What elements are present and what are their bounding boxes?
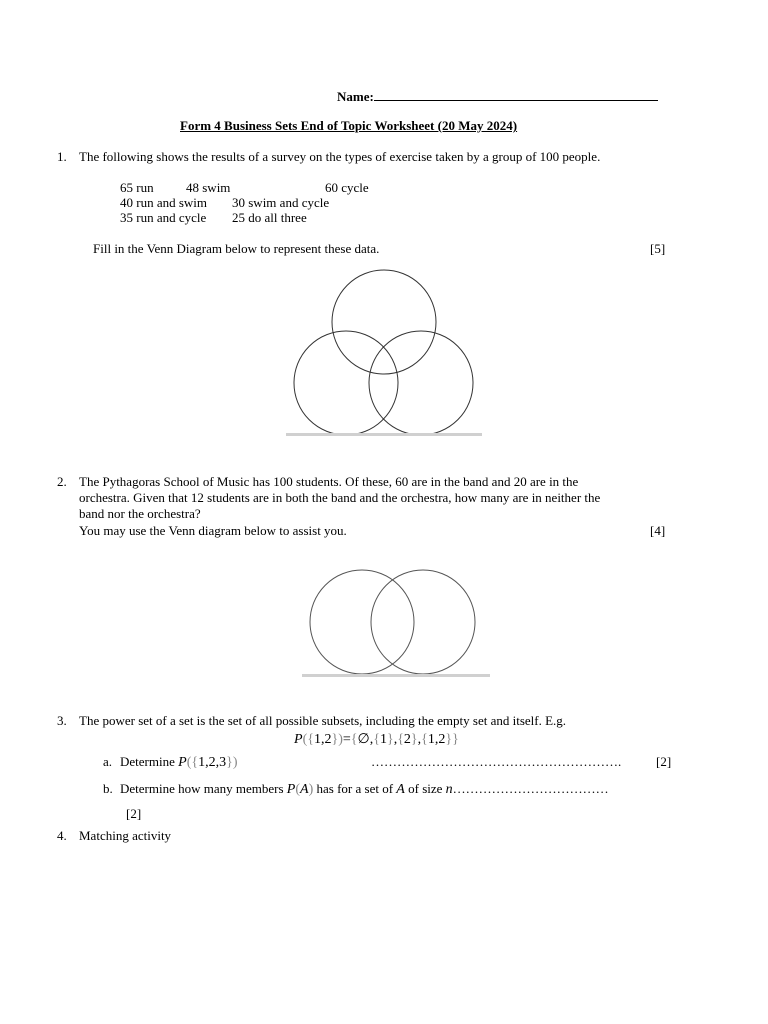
q1-data-all-three: 25 do all three [232,210,307,225]
q2-number: 2. [57,474,67,489]
q2-line3: band nor the orchestra? [79,506,201,521]
q2-marks: [4] [650,523,666,538]
name-blank-line[interactable] [374,88,658,101]
q3-number: 3. [57,713,67,728]
q2-line2: orchestra. Given that 12 students are in both the band and the orchestra, how many are in neither the [79,490,601,505]
venn-baseline [286,433,482,436]
q3b-answer-line[interactable]: ……………………………… [452,781,609,796]
q3a-answer-line[interactable]: …………………………………………………. [371,754,622,769]
q4-number: 4. [57,828,67,843]
venn-diagram-two-sets[interactable] [300,566,494,680]
q2-line4: You may use the Venn diagram below to assist you. [79,523,347,538]
q1-data-run: 65 run [120,180,154,195]
venn-circle-left [294,331,398,435]
p-symbol: P [178,755,187,770]
q3b-marks: [2] [126,806,142,821]
q3a-marks: [2] [656,754,672,769]
q2-line1: The Pythagoras School of Music has 100 students. Of these, 60 are in the band and 20 are in the [79,474,579,489]
power-set-example: P({1,2})={∅,{1},{2},{1,2}} [294,732,459,747]
q1-marks: [5] [650,241,666,256]
q3-intro: The power set of a set is the set of all possible subsets, including the empty set and itself. E.g. [79,713,567,728]
name-label: Name: [337,89,374,104]
q1-data-run-swim: 40 run and swim [120,195,208,210]
venn-circle-band [310,570,414,674]
q1-data-run-cycle: 35 run and cycle [120,210,207,225]
q1-data-swim-cycle: 30 swim and cycle [232,195,330,210]
q1-intro: The following shows the results of a survey on the types of exercise taken by a group of 100 people. [79,149,601,164]
venn-diagram-three-sets[interactable] [285,268,485,440]
q3a-label: a. [103,754,113,769]
q3b-question: Determine how many members P(A) has for a set of A of size n……………………………… [120,781,609,797]
venn-baseline [302,674,490,677]
p-symbol: P [294,732,303,747]
name-field [337,88,658,105]
q3a-question: Determine P({1,2,3}) [120,754,238,770]
worksheet-title: Form 4 Business Sets End of Topic Worksheet (20 May 2024) [180,118,518,133]
q1-data-swim: 48 swim [186,180,231,195]
p-symbol: P [286,782,296,797]
venn-circle-top [332,270,436,374]
q3b-label: b. [103,781,113,796]
venn-circle-orchestra [371,570,475,674]
q1-number: 1. [57,149,67,164]
venn-circle-right [369,331,473,435]
q4-text: Matching activity [79,828,172,843]
q1-data-cycle: 60 cycle [325,180,369,195]
q1-instruction: Fill in the Venn Diagram below to represent these data. [93,241,380,256]
